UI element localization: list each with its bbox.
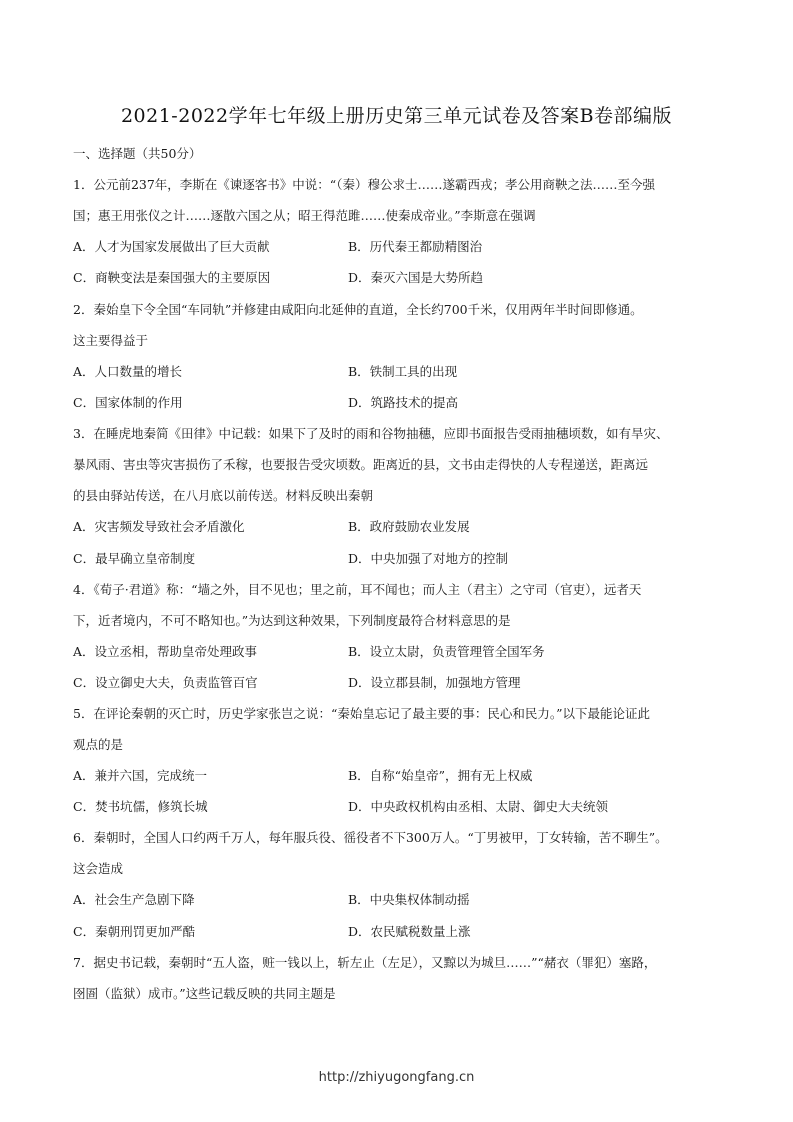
question-3-option-a: A．灾害频发导致社会矛盾激化 — [73, 519, 245, 534]
question-6-option-d: D．农民赋税数量上涨 — [348, 924, 471, 939]
question-6-option-b: B．中央集权体制动摇 — [348, 892, 470, 907]
question-3-line-1: 3．在睡虎地秦简《田律》中记载：如果下了及时的雨和谷物抽穗，应即书面报告受雨抽穗顷数，如有旱灾、 — [73, 426, 669, 441]
question-2-option-b: B．铁制工具的出现 — [348, 364, 458, 379]
question-4-line-2: 下，近者境内，不可不略知也。”为达到这种效果，下列制度最符合材料意思的是 — [73, 613, 511, 628]
question-4-option-a: A．设立丞相，帮助皇帝处理政事 — [73, 644, 258, 659]
question-3-option-b: B．政府鼓励农业发展 — [348, 519, 470, 534]
question-5-line-2: 观点的是 — [73, 737, 124, 752]
question-2-option-d: D．筑路技术的提高 — [348, 395, 459, 410]
question-4-option-c: C．设立御史大夫，负责监管百官 — [73, 675, 258, 690]
question-3-line-3: 的县由驿站传送，在八月底以前传送。材料反映出秦朝 — [73, 488, 374, 503]
question-3-option-d: D．中央加强了对地方的控制 — [348, 551, 509, 566]
question-5-option-b: B．自称“始皇帝”，拥有无上权威 — [348, 768, 533, 783]
question-3-option-c: C．最早确立皇帝制度 — [73, 551, 196, 566]
page-title: 2021-2022学年七年级上册历史第三单元试卷及答案B卷部编版 — [120, 105, 673, 127]
question-3-line-2: 暴风雨、害虫等灾害损伤了禾稼，也要报告受灾顷数。距离近的县，文书由走得快的人专程递送，距离远 — [73, 457, 649, 472]
question-2-option-c: C．国家体制的作用 — [73, 395, 183, 410]
question-1-line-2: 国；惠王用张仪之计……逐散六国之从；昭王得范雎……使秦成帝业。”李斯意在强调 — [73, 208, 536, 223]
question-4-option-d: D．设立郡县制，加强地方管理 — [348, 675, 521, 690]
question-6-option-a: A．社会生产急剧下降 — [73, 892, 195, 907]
question-2-option-a: A．人口数量的增长 — [73, 364, 183, 379]
question-1-line-1: 1．公元前237年，李斯在《谏逐客书》中说：“（秦）穆公求士……遂霸西戎；孝公用商鞅之法……至今强 — [73, 177, 655, 192]
question-6-line-1: 6．秦朝时，全国人口约两千万人，每年服兵役、徭役者不下300万人。“丁男被甲，丁女转输，苦不聊生”。 — [73, 830, 668, 845]
question-7-line-1: 7．据史书记载，秦朝时“五人盗，赃一钱以上，斩左止（左足），又黥以为城旦……”“赭衣（罪犯）塞路， — [73, 955, 657, 970]
question-2-line-1: 2．秦始皇下令全国“车同轨”并修建由咸阳向北延伸的直道，全长约700千米，仅用两年半时间即修通。 — [73, 302, 643, 317]
question-2-line-2: 这主要得益于 — [73, 333, 149, 348]
question-4-line-1: 4．《荀子·君道》称：“墙之外，目不见也；里之前，耳不闻也；而人主（君主）之守司（官吏），远者天 — [73, 582, 642, 597]
footer-url: http://zhiyugongfang.cn — [318, 1070, 475, 1085]
question-5-option-d: D．中央政权机构由丞相、太尉、御史大夫统领 — [348, 799, 609, 814]
question-1-option-d: D．秦灭六国是大势所趋 — [348, 270, 484, 285]
section-heading: 一、选择题（共50分） — [73, 146, 202, 161]
question-7-line-2: 囹圄（监狱）成市。”这些记载反映的共同主题是 — [73, 986, 336, 1001]
question-1-option-c: C．商鞅变法是秦国强大的主要原因 — [73, 270, 271, 285]
question-6-option-c: C．秦朝刑罚更加严酷 — [73, 924, 196, 939]
question-6-line-2: 这会造成 — [73, 861, 124, 876]
question-1-option-a: A．人才为国家发展做出了巨大贡献 — [73, 239, 270, 254]
question-5-line-1: 5．在评论秦朝的灭亡时，历史学家张岂之说：“秦始皇忘记了最主要的事：民心和民力。”以下最能论证此 — [73, 706, 650, 721]
question-1-option-b: B．历代秦王都励精图治 — [348, 239, 483, 254]
question-5-option-a: A．兼并六国，完成统一 — [73, 768, 208, 783]
question-5-option-c: C．焚书坑儒，修筑长城 — [73, 799, 208, 814]
question-4-option-b: B．设立太尉，负责管理管全国军务 — [348, 644, 545, 659]
